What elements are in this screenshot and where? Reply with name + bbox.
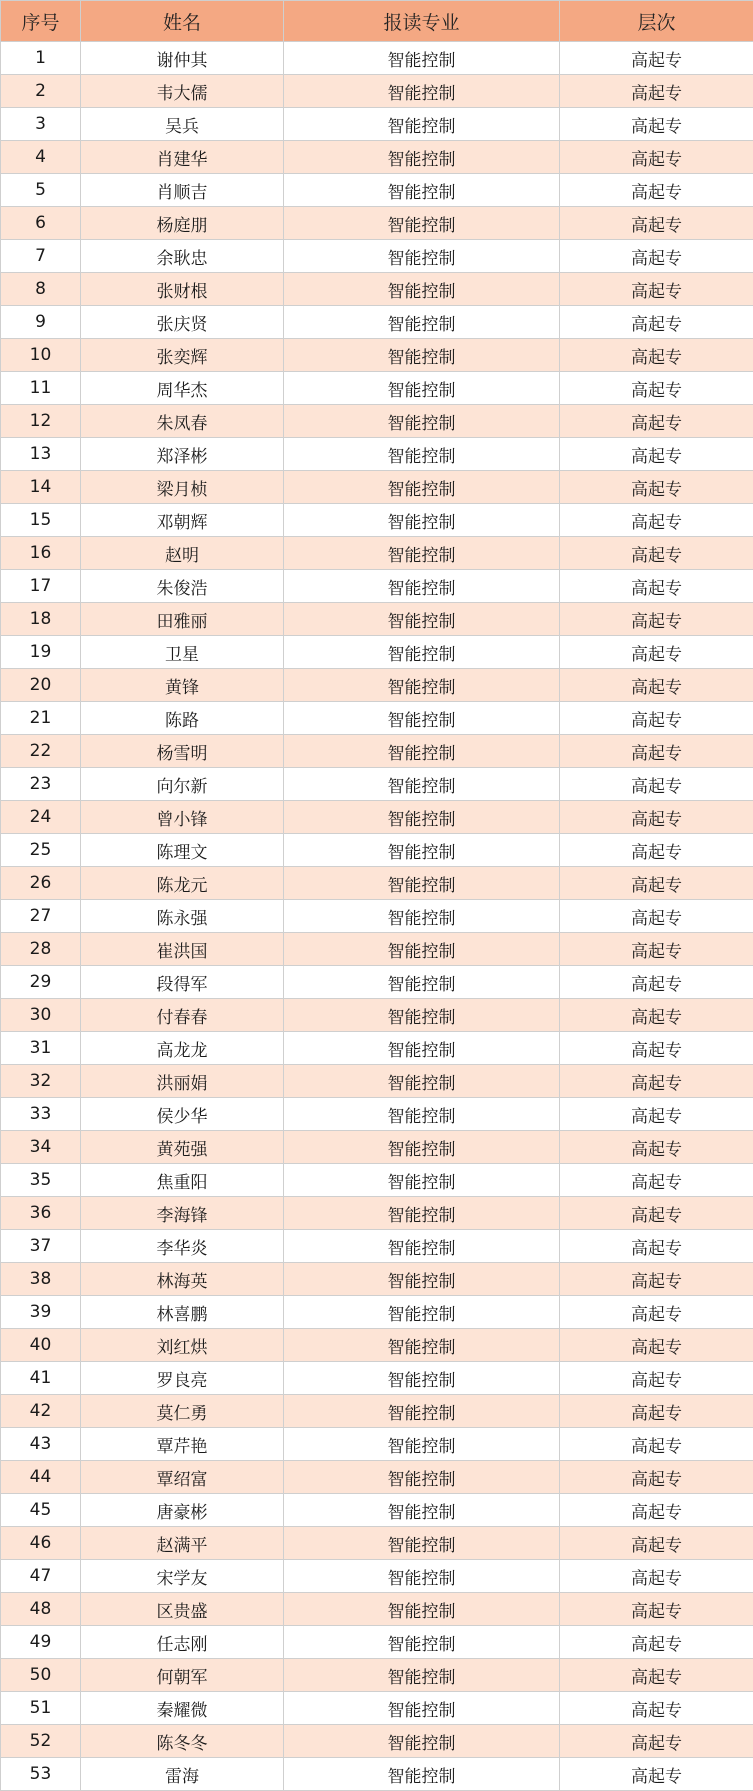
cell-student-name: 张财根 <box>81 273 284 306</box>
cell-level: 高起专 <box>560 75 753 108</box>
cell-major: 智能控制 <box>284 900 560 933</box>
cell-level: 高起专 <box>560 603 753 636</box>
table-row <box>1 966 753 999</box>
table-row <box>1 1527 753 1560</box>
cell-level: 高起专 <box>560 207 753 240</box>
cell-student-name: 肖建华 <box>81 141 284 174</box>
cell-major: 智能控制 <box>284 372 560 405</box>
cell-major: 智能控制 <box>284 1527 560 1560</box>
cell-major: 智能控制 <box>284 1659 560 1692</box>
table-row <box>1 801 753 834</box>
cell-index: 48 <box>1 1593 81 1626</box>
table-row <box>1 735 753 768</box>
cell-major: 智能控制 <box>284 1329 560 1362</box>
cell-student-name: 林海英 <box>81 1263 284 1296</box>
cell-level: 高起专 <box>560 1725 753 1758</box>
cell-major: 智能控制 <box>284 438 560 471</box>
cell-level: 高起专 <box>560 372 753 405</box>
cell-major: 智能控制 <box>284 1461 560 1494</box>
cell-major: 智能控制 <box>284 1626 560 1659</box>
column-header-level: 层次 <box>560 1 753 42</box>
cell-major: 智能控制 <box>284 570 560 603</box>
cell-level: 高起专 <box>560 405 753 438</box>
table-header <box>1 1 753 42</box>
cell-student-name: 赵明 <box>81 537 284 570</box>
cell-level: 高起专 <box>560 174 753 207</box>
cell-index: 24 <box>1 801 81 834</box>
cell-index: 4 <box>1 141 81 174</box>
cell-student-name: 张奕辉 <box>81 339 284 372</box>
table-row <box>1 1659 753 1692</box>
cell-student-name: 覃绍富 <box>81 1461 284 1494</box>
cell-student-name: 韦大儒 <box>81 75 284 108</box>
table-row <box>1 405 753 438</box>
cell-major: 智能控制 <box>284 801 560 834</box>
cell-student-name: 陈理文 <box>81 834 284 867</box>
table-row <box>1 372 753 405</box>
table-row <box>1 1296 753 1329</box>
table-row <box>1 1032 753 1065</box>
cell-student-name: 向尔新 <box>81 768 284 801</box>
cell-student-name: 余耿忠 <box>81 240 284 273</box>
column-header-name: 姓名 <box>81 1 284 42</box>
cell-student-name: 陈龙元 <box>81 867 284 900</box>
cell-index: 50 <box>1 1659 81 1692</box>
cell-level: 高起专 <box>560 999 753 1032</box>
cell-major: 智能控制 <box>284 768 560 801</box>
cell-major: 智能控制 <box>284 1230 560 1263</box>
cell-index: 7 <box>1 240 81 273</box>
cell-level: 高起专 <box>560 1362 753 1395</box>
table-row <box>1 42 753 75</box>
table-body <box>1 42 753 1791</box>
cell-level: 高起专 <box>560 834 753 867</box>
cell-student-name: 肖顺吉 <box>81 174 284 207</box>
table-row <box>1 933 753 966</box>
cell-level: 高起专 <box>560 669 753 702</box>
cell-major: 智能控制 <box>284 339 560 372</box>
table-row <box>1 273 753 306</box>
cell-major: 智能控制 <box>284 1494 560 1527</box>
cell-student-name: 覃芹艳 <box>81 1428 284 1461</box>
table-row <box>1 1065 753 1098</box>
cell-major: 智能控制 <box>284 1593 560 1626</box>
cell-level: 高起专 <box>560 1428 753 1461</box>
cell-index: 15 <box>1 504 81 537</box>
cell-level: 高起专 <box>560 1395 753 1428</box>
cell-major: 智能控制 <box>284 471 560 504</box>
cell-level: 高起专 <box>560 1659 753 1692</box>
cell-major: 智能控制 <box>284 1758 560 1791</box>
cell-level: 高起专 <box>560 1296 753 1329</box>
cell-level: 高起专 <box>560 702 753 735</box>
cell-index: 49 <box>1 1626 81 1659</box>
cell-major: 智能控制 <box>284 1362 560 1395</box>
cell-index: 1 <box>1 42 81 75</box>
cell-major: 智能控制 <box>284 1560 560 1593</box>
table-row <box>1 240 753 273</box>
table-row <box>1 867 753 900</box>
table-row <box>1 141 753 174</box>
cell-level: 高起专 <box>560 1560 753 1593</box>
cell-level: 高起专 <box>560 1461 753 1494</box>
header-row <box>1 1 753 42</box>
cell-major: 智能控制 <box>284 1263 560 1296</box>
cell-major: 智能控制 <box>284 1725 560 1758</box>
cell-level: 高起专 <box>560 1131 753 1164</box>
cell-major: 智能控制 <box>284 933 560 966</box>
table-row <box>1 702 753 735</box>
cell-level: 高起专 <box>560 768 753 801</box>
cell-major: 智能控制 <box>284 1428 560 1461</box>
table-row <box>1 669 753 702</box>
cell-student-name: 何朝军 <box>81 1659 284 1692</box>
cell-major: 智能控制 <box>284 141 560 174</box>
cell-level: 高起专 <box>560 1197 753 1230</box>
cell-level: 高起专 <box>560 900 753 933</box>
cell-index: 53 <box>1 1758 81 1791</box>
cell-level: 高起专 <box>560 108 753 141</box>
cell-index: 27 <box>1 900 81 933</box>
cell-major: 智能控制 <box>284 1032 560 1065</box>
table-row <box>1 768 753 801</box>
cell-level: 高起专 <box>560 1065 753 1098</box>
cell-student-name: 梁月桢 <box>81 471 284 504</box>
cell-student-name: 吴兵 <box>81 108 284 141</box>
cell-student-name: 黄锋 <box>81 669 284 702</box>
cell-student-name: 付春春 <box>81 999 284 1032</box>
cell-student-name: 秦耀微 <box>81 1692 284 1725</box>
cell-major: 智能控制 <box>284 537 560 570</box>
cell-index: 44 <box>1 1461 81 1494</box>
cell-level: 高起专 <box>560 1758 753 1791</box>
cell-major: 智能控制 <box>284 603 560 636</box>
cell-student-name: 朱凤春 <box>81 405 284 438</box>
cell-student-name: 雷海 <box>81 1758 284 1791</box>
table-row <box>1 1263 753 1296</box>
cell-major: 智能控制 <box>284 669 560 702</box>
cell-index: 39 <box>1 1296 81 1329</box>
table-row <box>1 174 753 207</box>
cell-student-name: 侯少华 <box>81 1098 284 1131</box>
cell-student-name: 陈冬冬 <box>81 1725 284 1758</box>
table-row <box>1 1098 753 1131</box>
cell-index: 28 <box>1 933 81 966</box>
cell-level: 高起专 <box>560 570 753 603</box>
table-row <box>1 108 753 141</box>
cell-level: 高起专 <box>560 933 753 966</box>
cell-index: 12 <box>1 405 81 438</box>
cell-index: 25 <box>1 834 81 867</box>
cell-index: 22 <box>1 735 81 768</box>
table-row <box>1 306 753 339</box>
cell-student-name: 区贵盛 <box>81 1593 284 1626</box>
cell-index: 17 <box>1 570 81 603</box>
table-row <box>1 339 753 372</box>
cell-index: 37 <box>1 1230 81 1263</box>
cell-index: 19 <box>1 636 81 669</box>
cell-level: 高起专 <box>560 141 753 174</box>
cell-major: 智能控制 <box>284 273 560 306</box>
cell-major: 智能控制 <box>284 1692 560 1725</box>
cell-major: 智能控制 <box>284 702 560 735</box>
cell-level: 高起专 <box>560 1263 753 1296</box>
cell-major: 智能控制 <box>284 306 560 339</box>
cell-student-name: 高龙龙 <box>81 1032 284 1065</box>
cell-index: 33 <box>1 1098 81 1131</box>
cell-index: 21 <box>1 702 81 735</box>
table-row <box>1 1395 753 1428</box>
cell-level: 高起专 <box>560 471 753 504</box>
cell-index: 18 <box>1 603 81 636</box>
column-header-index: 序号 <box>1 1 81 42</box>
table-row <box>1 1131 753 1164</box>
cell-index: 52 <box>1 1725 81 1758</box>
table-row <box>1 1758 753 1791</box>
cell-student-name: 邓朝辉 <box>81 504 284 537</box>
cell-index: 29 <box>1 966 81 999</box>
cell-student-name: 周华杰 <box>81 372 284 405</box>
table-row <box>1 1164 753 1197</box>
cell-student-name: 张庆贤 <box>81 306 284 339</box>
cell-student-name: 李海锋 <box>81 1197 284 1230</box>
cell-major: 智能控制 <box>284 636 560 669</box>
table-row <box>1 834 753 867</box>
cell-level: 高起专 <box>560 735 753 768</box>
table-row <box>1 1362 753 1395</box>
cell-index: 14 <box>1 471 81 504</box>
table-row <box>1 1461 753 1494</box>
cell-index: 46 <box>1 1527 81 1560</box>
cell-index: 45 <box>1 1494 81 1527</box>
cell-student-name: 洪丽娟 <box>81 1065 284 1098</box>
cell-index: 16 <box>1 537 81 570</box>
cell-major: 智能控制 <box>284 1395 560 1428</box>
cell-student-name: 卫星 <box>81 636 284 669</box>
cell-student-name: 崔洪国 <box>81 933 284 966</box>
cell-student-name: 莫仁勇 <box>81 1395 284 1428</box>
cell-level: 高起专 <box>560 1329 753 1362</box>
cell-level: 高起专 <box>560 1527 753 1560</box>
cell-index: 51 <box>1 1692 81 1725</box>
table-row <box>1 75 753 108</box>
cell-major: 智能控制 <box>284 207 560 240</box>
cell-student-name: 宋学友 <box>81 1560 284 1593</box>
cell-level: 高起专 <box>560 504 753 537</box>
cell-level: 高起专 <box>560 339 753 372</box>
cell-student-name: 陈路 <box>81 702 284 735</box>
cell-level: 高起专 <box>560 636 753 669</box>
cell-level: 高起专 <box>560 1692 753 1725</box>
cell-index: 11 <box>1 372 81 405</box>
cell-student-name: 朱俊浩 <box>81 570 284 603</box>
cell-index: 34 <box>1 1131 81 1164</box>
cell-level: 高起专 <box>560 801 753 834</box>
cell-level: 高起专 <box>560 1098 753 1131</box>
cell-student-name: 黄苑强 <box>81 1131 284 1164</box>
cell-student-name: 赵满平 <box>81 1527 284 1560</box>
cell-index: 41 <box>1 1362 81 1395</box>
cell-index: 20 <box>1 669 81 702</box>
cell-major: 智能控制 <box>284 174 560 207</box>
cell-student-name: 曾小锋 <box>81 801 284 834</box>
table-row <box>1 900 753 933</box>
cell-level: 高起专 <box>560 306 753 339</box>
cell-level: 高起专 <box>560 1626 753 1659</box>
cell-index: 40 <box>1 1329 81 1362</box>
cell-index: 10 <box>1 339 81 372</box>
cell-major: 智能控制 <box>284 1065 560 1098</box>
table-row <box>1 504 753 537</box>
cell-major: 智能控制 <box>284 966 560 999</box>
cell-index: 31 <box>1 1032 81 1065</box>
table-row <box>1 1494 753 1527</box>
table-row <box>1 1230 753 1263</box>
column-header-major: 报读专业 <box>284 1 560 42</box>
cell-student-name: 谢仲其 <box>81 42 284 75</box>
cell-student-name: 任志刚 <box>81 1626 284 1659</box>
cell-index: 35 <box>1 1164 81 1197</box>
table-row <box>1 999 753 1032</box>
cell-student-name: 刘红烘 <box>81 1329 284 1362</box>
cell-major: 智能控制 <box>284 504 560 537</box>
table-row <box>1 1560 753 1593</box>
cell-index: 36 <box>1 1197 81 1230</box>
cell-student-name: 林喜鹏 <box>81 1296 284 1329</box>
cell-major: 智能控制 <box>284 1131 560 1164</box>
cell-level: 高起专 <box>560 240 753 273</box>
cell-level: 高起专 <box>560 1032 753 1065</box>
table-row <box>1 1692 753 1725</box>
cell-level: 高起专 <box>560 273 753 306</box>
cell-level: 高起专 <box>560 1164 753 1197</box>
cell-index: 2 <box>1 75 81 108</box>
cell-student-name: 杨庭朋 <box>81 207 284 240</box>
cell-student-name: 罗良亮 <box>81 1362 284 1395</box>
table-row <box>1 570 753 603</box>
cell-major: 智能控制 <box>284 1197 560 1230</box>
cell-level: 高起专 <box>560 867 753 900</box>
cell-level: 高起专 <box>560 1593 753 1626</box>
cell-index: 9 <box>1 306 81 339</box>
cell-major: 智能控制 <box>284 42 560 75</box>
table-row <box>1 1197 753 1230</box>
cell-level: 高起专 <box>560 1230 753 1263</box>
cell-index: 23 <box>1 768 81 801</box>
cell-index: 32 <box>1 1065 81 1098</box>
cell-student-name: 焦重阳 <box>81 1164 284 1197</box>
cell-major: 智能控制 <box>284 735 560 768</box>
cell-level: 高起专 <box>560 537 753 570</box>
cell-level: 高起专 <box>560 42 753 75</box>
cell-level: 高起专 <box>560 1494 753 1527</box>
cell-index: 42 <box>1 1395 81 1428</box>
cell-index: 13 <box>1 438 81 471</box>
table-row <box>1 438 753 471</box>
cell-index: 5 <box>1 174 81 207</box>
table-row <box>1 1725 753 1758</box>
table-row <box>1 1329 753 1362</box>
cell-student-name: 唐豪彬 <box>81 1494 284 1527</box>
cell-index: 8 <box>1 273 81 306</box>
cell-index: 6 <box>1 207 81 240</box>
cell-major: 智能控制 <box>284 867 560 900</box>
cell-student-name: 李华炎 <box>81 1230 284 1263</box>
cell-major: 智能控制 <box>284 999 560 1032</box>
cell-index: 38 <box>1 1263 81 1296</box>
cell-student-name: 段得军 <box>81 966 284 999</box>
cell-major: 智能控制 <box>284 1098 560 1131</box>
table-row <box>1 1428 753 1461</box>
cell-student-name: 杨雪明 <box>81 735 284 768</box>
cell-major: 智能控制 <box>284 108 560 141</box>
cell-index: 30 <box>1 999 81 1032</box>
cell-index: 3 <box>1 108 81 141</box>
cell-major: 智能控制 <box>284 1164 560 1197</box>
cell-major: 智能控制 <box>284 240 560 273</box>
cell-student-name: 田雅丽 <box>81 603 284 636</box>
table-row <box>1 1593 753 1626</box>
table-row <box>1 471 753 504</box>
cell-major: 智能控制 <box>284 405 560 438</box>
cell-level: 高起专 <box>560 438 753 471</box>
cell-major: 智能控制 <box>284 75 560 108</box>
cell-level: 高起专 <box>560 966 753 999</box>
table-row <box>1 636 753 669</box>
cell-student-name: 陈永强 <box>81 900 284 933</box>
cell-index: 43 <box>1 1428 81 1461</box>
cell-index: 26 <box>1 867 81 900</box>
table-row <box>1 603 753 636</box>
cell-student-name: 郑泽彬 <box>81 438 284 471</box>
cell-major: 智能控制 <box>284 834 560 867</box>
table-row <box>1 207 753 240</box>
table-row <box>1 537 753 570</box>
cell-major: 智能控制 <box>284 1296 560 1329</box>
table-row <box>1 1626 753 1659</box>
cell-index: 47 <box>1 1560 81 1593</box>
